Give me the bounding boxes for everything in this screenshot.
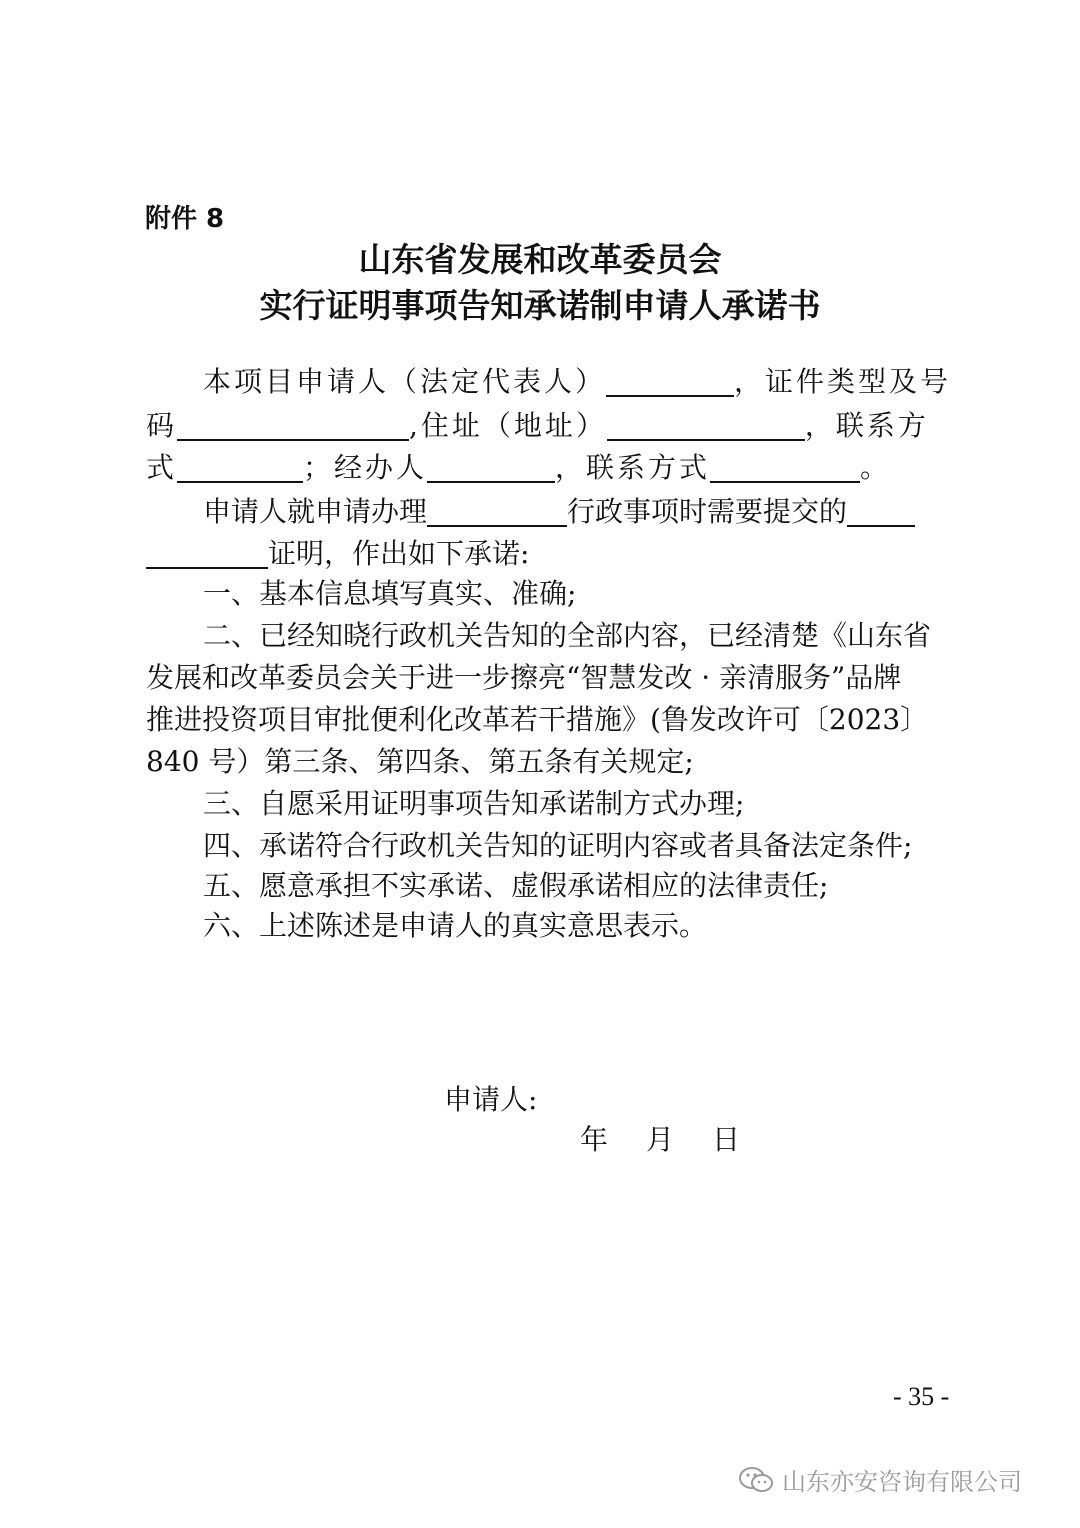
paragraph-2-line-1 (203, 492, 915, 532)
commitment-item-2-line-2: 发展和改革委员会关于进一步擦亮“智慧发改 · 亲清服务”品牌 (146, 661, 902, 694)
submit-label: 行政事项时需要提交的 (567, 495, 848, 528)
apply-label: 申请人就申请办理 (203, 495, 428, 528)
id-number-label-end: 码 (146, 409, 178, 442)
legal-rep-blank (606, 365, 734, 397)
id-type-label: ，证件类型及号 (734, 365, 952, 398)
document-title-line2: 实行证明事项告知承诺制申请人承诺书 (259, 286, 821, 325)
page-number: - 35 - (893, 1382, 950, 1411)
certificate-blank-part1 (847, 495, 915, 527)
handler-contact-label: ，联系方式 (555, 451, 711, 484)
handler-label: ；经办人 (303, 451, 428, 484)
address-label: ,住址（地址） (409, 409, 607, 442)
certificate-blank-part2 (146, 537, 268, 569)
watermark-text: 山东亦安咨询有限公司 (782, 1468, 1022, 1496)
paragraph-1-line-2 (146, 406, 929, 446)
handler-contact-blank (710, 451, 860, 483)
matter-blank (427, 495, 567, 527)
period: 。 (860, 451, 892, 484)
date-year: 年 (580, 1123, 609, 1156)
paragraph-1-line-3 (146, 448, 891, 488)
contact-blank (177, 451, 303, 483)
commitment-intro: 证明，作出如下承诺: (268, 537, 530, 570)
paragraph-1-line-1 (203, 362, 951, 402)
wechat-icon (738, 1466, 774, 1494)
commitment-item-2-line-4: 840 号）第三条、第四条、第五条有关规定; (146, 745, 694, 778)
date-month: 月 (646, 1123, 675, 1156)
commitment-item-6: 六、上述陈述是申请人的真实意思表示。 (203, 909, 708, 942)
commitment-item-1: 一、基本信息填写真实、准确; (203, 577, 577, 610)
commitment-item-3: 三、自愿采用证明事项告知承诺制方式办理; (203, 787, 745, 820)
document-title-line1: 山东省发展和改革委员会 (358, 240, 722, 279)
date-line (580, 1118, 740, 1158)
commitment-item-2-line-1: 二、已经知晓行政机关告知的全部内容，已经清楚《山东省 (203, 619, 932, 652)
commitment-item-2-line-3: 推进投资项目审批便利化改革若干措施》(鲁发改许可〔2023〕 (146, 703, 929, 736)
contact-label: ，联系方 (804, 409, 929, 442)
applicant-label: 本项目申请人（法定代表人） (203, 365, 607, 398)
paragraph-2-line-2 (146, 534, 529, 574)
contact-label-end: 式 (146, 451, 178, 484)
date-day: 日 (712, 1123, 741, 1156)
watermark (738, 1462, 1022, 1497)
commitment-item-4: 四、承诺符合行政机关告知的证明内容或者具备法定条件; (203, 829, 913, 862)
id-number-blank (177, 409, 409, 441)
address-blank (607, 409, 805, 441)
handler-blank (427, 451, 555, 483)
applicant-signature-label: 申请人: (444, 1083, 538, 1116)
attachment-label: 附件 8 (145, 204, 225, 234)
commitment-item-5: 五、愿意承担不实承诺、虚假承诺相应的法律责任; (203, 869, 829, 902)
